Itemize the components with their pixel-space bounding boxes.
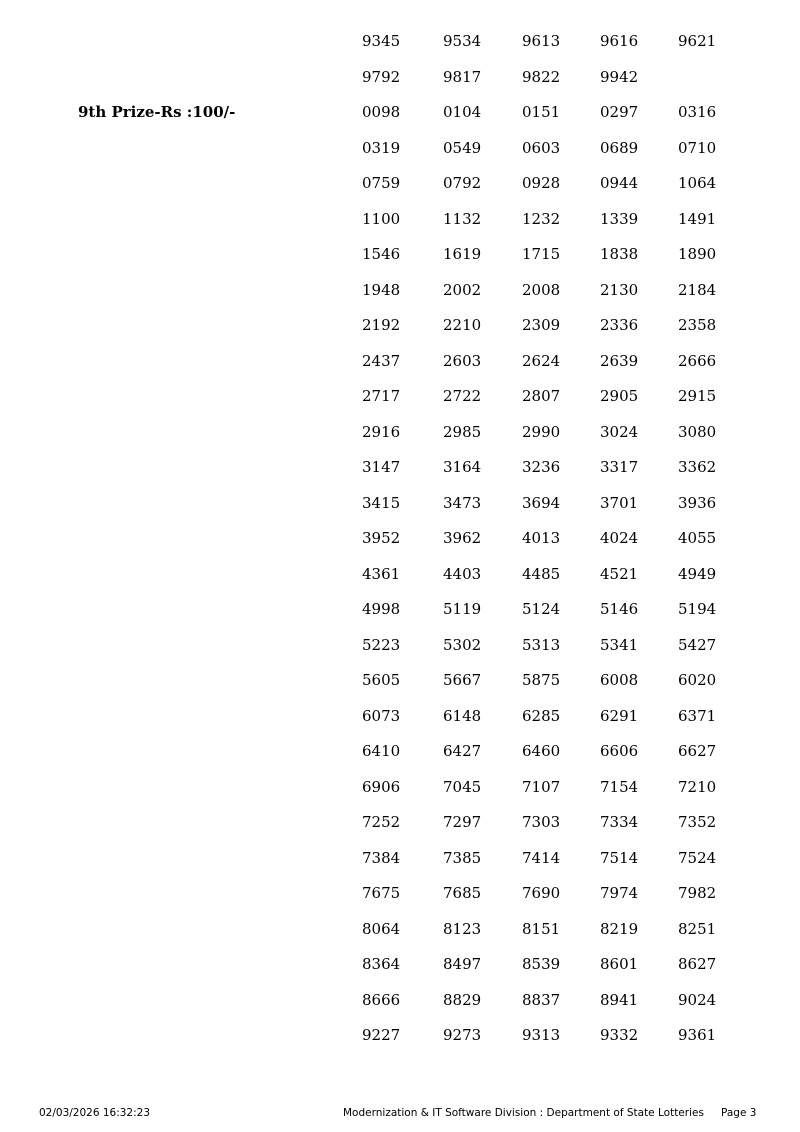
ticket-number: 9024 — [678, 990, 717, 1009]
ticket-number: 2358 — [678, 316, 717, 334]
ticket-number: 3236 — [522, 458, 561, 476]
ticket-number: 9332 — [600, 1026, 639, 1044]
ticket-number: 2985 — [443, 422, 482, 441]
ticket-number: 3317 — [600, 458, 639, 476]
ticket-number: 7524 — [678, 848, 717, 867]
ticket-number: 8123 — [443, 919, 482, 938]
ticket-number: 9822 — [522, 67, 561, 86]
number-row — [0, 351, 800, 371]
number-row — [0, 883, 800, 903]
number-row — [0, 422, 800, 442]
ticket-number: 9621 — [678, 32, 717, 50]
ticket-number: 3936 — [678, 493, 717, 512]
number-row — [0, 315, 800, 335]
ticket-number: 8151 — [522, 919, 561, 938]
number-row — [0, 528, 800, 548]
ticket-number: 2130 — [600, 280, 639, 299]
number-row — [0, 138, 800, 158]
ticket-number: 7154 — [600, 777, 639, 796]
ticket-number: 9227 — [362, 1026, 401, 1044]
ticket-number: 9273 — [443, 1026, 482, 1044]
number-row — [0, 670, 800, 690]
ticket-number: 2603 — [443, 351, 482, 370]
ticket-number: 8627 — [678, 955, 717, 973]
ticket-number: 5223 — [362, 635, 401, 654]
ticket-number: 6460 — [522, 742, 561, 760]
number-row — [0, 457, 800, 477]
ticket-number: 7414 — [522, 848, 561, 867]
ticket-number: 1100 — [362, 209, 401, 228]
ticket-number: 8497 — [443, 955, 482, 973]
ticket-number: 0603 — [522, 138, 561, 157]
number-row — [0, 102, 800, 122]
ticket-number: 0759 — [362, 174, 401, 192]
number-row — [0, 280, 800, 300]
ticket-number: 7297 — [443, 813, 482, 831]
ticket-number: 6020 — [678, 671, 717, 689]
ticket-number: 2437 — [362, 351, 401, 370]
ticket-number: 2916 — [362, 422, 401, 441]
ticket-number: 0319 — [362, 138, 401, 157]
number-row — [0, 706, 800, 726]
ticket-number: 2624 — [522, 351, 561, 370]
ticket-number: 3694 — [522, 493, 561, 512]
ticket-number: 1948 — [362, 280, 401, 299]
ticket-number: 5194 — [678, 600, 717, 618]
ticket-number: 3164 — [443, 458, 482, 476]
ticket-number: 0944 — [600, 174, 639, 192]
ticket-number: 1339 — [600, 209, 639, 228]
ticket-number: 6371 — [678, 706, 717, 725]
number-row — [0, 954, 800, 974]
ticket-number: 1491 — [678, 209, 717, 228]
ticket-number: 1715 — [522, 245, 561, 263]
ticket-number: 0549 — [443, 138, 482, 157]
number-row — [0, 599, 800, 619]
ticket-number: 2990 — [522, 422, 561, 441]
ticket-number: 7974 — [600, 884, 639, 902]
ticket-number: 6008 — [600, 671, 639, 689]
ticket-number: 4521 — [600, 564, 639, 583]
ticket-number: 9313 — [522, 1026, 561, 1044]
ticket-number: 6906 — [362, 777, 401, 796]
ticket-number: 5313 — [522, 635, 561, 654]
ticket-number: 2002 — [443, 280, 482, 299]
ticket-number: 2210 — [443, 316, 482, 334]
ticket-number: 8666 — [362, 990, 401, 1009]
ticket-number: 3147 — [362, 458, 401, 476]
ticket-number: 7334 — [600, 813, 639, 831]
ticket-number: 7690 — [522, 884, 561, 902]
number-row — [0, 209, 800, 229]
ticket-number: 6073 — [362, 706, 401, 725]
number-row — [0, 67, 800, 87]
ticket-number: 7385 — [443, 848, 482, 867]
number-row — [0, 777, 800, 797]
prize-heading: 9th Prize-Rs :100/- — [78, 103, 236, 121]
ticket-number: 2905 — [600, 387, 639, 405]
ticket-number: 8364 — [362, 955, 401, 973]
ticket-number: 2639 — [600, 351, 639, 370]
ticket-number: 0689 — [600, 138, 639, 157]
ticket-number: 9361 — [678, 1026, 717, 1044]
ticket-number: 7252 — [362, 813, 401, 831]
ticket-number: 1838 — [600, 245, 639, 263]
ticket-number: 9534 — [443, 32, 482, 50]
ticket-number: 2807 — [522, 387, 561, 405]
ticket-number: 8829 — [443, 990, 482, 1009]
ticket-number: 4361 — [362, 564, 401, 583]
ticket-number: 9345 — [362, 32, 401, 50]
number-row — [0, 848, 800, 868]
ticket-number: 0104 — [443, 103, 482, 121]
number-row — [0, 173, 800, 193]
ticket-number: 2666 — [678, 351, 717, 370]
ticket-number: 2192 — [362, 316, 401, 334]
ticket-number: 6410 — [362, 742, 401, 760]
ticket-number: 0792 — [443, 174, 482, 192]
ticket-number: 7352 — [678, 813, 717, 831]
ticket-number: 4055 — [678, 529, 717, 547]
ticket-number: 8251 — [678, 919, 717, 938]
ticket-number: 3962 — [443, 529, 482, 547]
ticket-number: 9613 — [522, 32, 561, 50]
ticket-number: 1132 — [443, 209, 482, 228]
footer-datetime: 02/03/2026 16:32:23 — [39, 1107, 151, 1119]
ticket-number: 2008 — [522, 280, 561, 299]
ticket-number: 0316 — [678, 103, 717, 121]
number-row — [0, 635, 800, 655]
ticket-number: 3080 — [678, 422, 717, 441]
ticket-number: 8064 — [362, 919, 401, 938]
footer-division: Modernization & IT Software Division : Department of State Lotteries — [343, 1107, 704, 1119]
ticket-number: 7384 — [362, 848, 401, 867]
ticket-number: 1890 — [678, 245, 717, 263]
ticket-number: 8539 — [522, 955, 561, 973]
ticket-number: 7107 — [522, 777, 561, 796]
ticket-number: 4998 — [362, 600, 401, 618]
number-row — [0, 244, 800, 264]
ticket-number: 3024 — [600, 422, 639, 441]
ticket-number: 9616 — [600, 32, 639, 50]
ticket-number: 5667 — [443, 671, 482, 689]
ticket-number: 9792 — [362, 67, 401, 86]
number-row — [0, 386, 800, 406]
footer-page-number: Page 3 — [721, 1107, 757, 1119]
ticket-number: 2336 — [600, 316, 639, 334]
ticket-number: 2717 — [362, 387, 401, 405]
ticket-number: 6148 — [443, 706, 482, 725]
ticket-number: 5427 — [678, 635, 717, 654]
ticket-number: 4485 — [522, 564, 561, 583]
number-row — [0, 990, 800, 1010]
ticket-number: 5875 — [522, 671, 561, 689]
ticket-number: 5146 — [600, 600, 639, 618]
number-row — [0, 812, 800, 832]
number-row — [0, 493, 800, 513]
ticket-number: 9942 — [600, 67, 639, 86]
ticket-number: 1232 — [522, 209, 561, 228]
number-row — [0, 564, 800, 584]
ticket-number: 9817 — [443, 67, 482, 86]
ticket-number: 7685 — [443, 884, 482, 902]
ticket-number: 5302 — [443, 635, 482, 654]
ticket-number: 7514 — [600, 848, 639, 867]
ticket-number: 6606 — [600, 742, 639, 760]
ticket-number: 7045 — [443, 777, 482, 796]
ticket-number: 3473 — [443, 493, 482, 512]
ticket-number: 5605 — [362, 671, 401, 689]
ticket-number: 5341 — [600, 635, 639, 654]
ticket-number: 2184 — [678, 280, 717, 299]
ticket-number: 5124 — [522, 600, 561, 618]
ticket-number: 4403 — [443, 564, 482, 583]
ticket-number: 4013 — [522, 529, 561, 547]
number-row — [0, 1025, 800, 1045]
ticket-number: 1064 — [678, 174, 717, 192]
ticket-number: 2722 — [443, 387, 482, 405]
ticket-number: 1546 — [362, 245, 401, 263]
ticket-number: 4024 — [600, 529, 639, 547]
ticket-number: 2309 — [522, 316, 561, 334]
ticket-number: 7303 — [522, 813, 561, 831]
ticket-number: 8837 — [522, 990, 561, 1009]
ticket-number: 6291 — [600, 706, 639, 725]
number-row — [0, 31, 800, 51]
ticket-number: 3362 — [678, 458, 717, 476]
number-row — [0, 741, 800, 761]
ticket-number: 3952 — [362, 529, 401, 547]
ticket-number: 6427 — [443, 742, 482, 760]
ticket-number: 8601 — [600, 955, 639, 973]
ticket-number: 0928 — [522, 174, 561, 192]
ticket-number: 3701 — [600, 493, 639, 512]
page-footer — [0, 1104, 800, 1122]
ticket-number: 6627 — [678, 742, 717, 760]
ticket-number: 3415 — [362, 493, 401, 512]
ticket-number: 7675 — [362, 884, 401, 902]
ticket-number: 8219 — [600, 919, 639, 938]
ticket-number: 7210 — [678, 777, 717, 796]
ticket-number: 4949 — [678, 564, 717, 583]
ticket-number: 6285 — [522, 706, 561, 725]
ticket-number: 7982 — [678, 884, 717, 902]
ticket-number: 0151 — [522, 103, 561, 121]
ticket-number: 2915 — [678, 387, 717, 405]
ticket-number: 1619 — [443, 245, 482, 263]
ticket-number: 8941 — [600, 990, 639, 1009]
ticket-number: 0098 — [362, 103, 401, 121]
ticket-number: 5119 — [443, 600, 482, 618]
ticket-number: 0297 — [600, 103, 639, 121]
ticket-number: 0710 — [678, 138, 717, 157]
number-row — [0, 919, 800, 939]
